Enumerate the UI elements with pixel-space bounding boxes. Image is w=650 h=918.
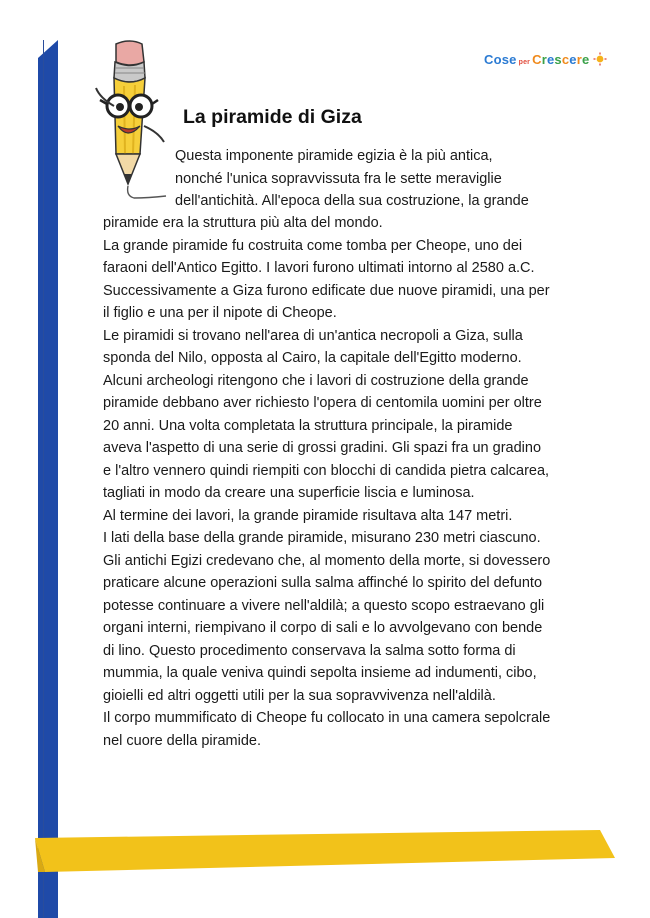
body-line: Questa imponente piramide egizia è la più antica, [175,148,493,164]
logo-word-cose: Cose [484,52,517,67]
body-line: tagliati in modo da creare una superficie liscia e luminosa. [103,485,475,501]
body-line: e l'altro vennero quindi riempiti con blocchi di candida pietra calcarea, [103,463,550,479]
sun-icon [593,52,607,66]
body-line: di lino. Questo procedimento conservava la salma sotto forma di [103,643,516,659]
body-line: dell'antichità. All'epoca della sua costruzione, la grande [175,193,529,209]
body-line: praticare alcune operazioni sulla salma affinché lo spirito del defunto [103,575,543,591]
body-line: potesse continuare a vivere nell'aldilà; a questo scopo estraevano gli [103,598,545,614]
body-line: mummia, la quale veniva quindi sepolta insieme ad indumenti, cibo, [103,665,537,681]
body-line: nel cuore della piramide. [103,733,261,749]
body-line: Il corpo mummificato di Cheope fu collocato in una camera sepolcrale [103,710,551,726]
body-line: La grande piramide fu costruita come tomba per Cheope, uno dei [103,238,523,254]
pencil-mascot-icon [78,36,170,206]
body-line: I lati della base della grande piramide, misurano 230 metri ciascuno. [103,530,541,546]
body-line: Successivamente a Giza furono edificate due nuove piramidi, una per [103,283,550,299]
body-line: il figlio e una per il nipote di Cheope. [103,305,337,321]
body-line: gioielli ed altri oggetti utili per la sua sopravvivenza nell'aldilà. [103,688,496,704]
blue-stripe-decoration [0,0,60,918]
body-line: Alcuni archeologi ritengono che i lavori di costruzione della grande [103,373,529,389]
brand-logo [484,52,607,67]
body-line: sponda del Nilo, opposta al Cairo, la capitale dell'Egitto moderno. [103,350,522,366]
yellow-band-decoration [0,820,650,880]
body-line: Al termine dei lavori, la grande piramide risultava alta 147 metri. [103,508,513,524]
body-line: 20 anni. Una volta completata la struttura principale, la piramide [103,418,513,434]
body-line: piramide era la struttura più alta del mondo. [103,215,383,231]
page-title: La piramide di Giza [183,106,362,128]
body-line: aveva l'aspetto di una serie di grossi gradini. Gli spazi fra un gradino [103,440,542,456]
body-line: nonché l'unica sopravvissuta fra le sette meraviglie [175,171,502,187]
body-line: organi interni, riempivano il corpo di sali e lo avvolgevano con bende [103,620,543,636]
logo-word-per: per [518,59,531,66]
body-line: Gli antichi Egizi credevano che, al momento della morte, si dovessero [103,553,551,569]
logo-word-crescere: Crescere [532,52,590,67]
body-line: piramide debbano aver richiesto l'opera di centomila uomini per oltre [103,395,542,411]
margin-line [43,40,44,918]
body-line: faraoni dell'Antico Egitto. I lavori furono ultimati intorno al 2580 a.C. [103,260,535,276]
body-line: Le piramidi si trovano nell'area di un'antica necropoli a Giza, sulla [103,328,523,344]
